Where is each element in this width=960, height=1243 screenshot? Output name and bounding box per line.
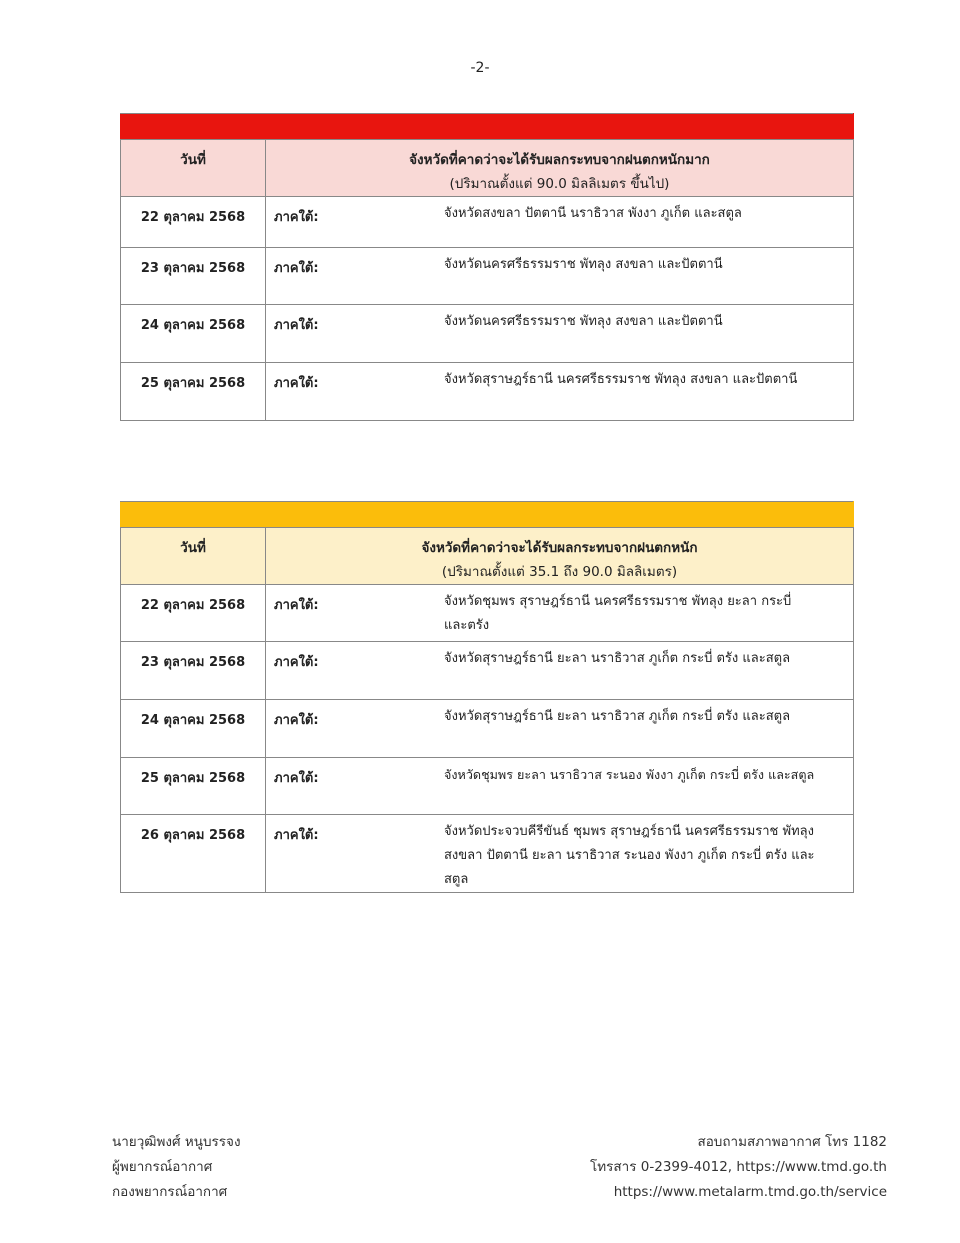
row-body [266, 248, 854, 305]
row-provinces: จังหวัดสงขลา ปัตตานี นราธิวาส พังงา ภูเก็ต และสตูล [444, 206, 742, 221]
row-provinces: จังหวัดสุราษฎร์ธานี ยะลา นราธิวาส ภูเก็ต กระบี่ ตรัง และสตูล [444, 709, 791, 724]
row-date: 22 ตุลาคม 2568 [121, 197, 266, 248]
contact-phone: สอบถามสภาพอากาศ โทร 1182 [697, 1134, 887, 1150]
province-column-header [266, 528, 854, 585]
row-body [266, 815, 854, 893]
table-row [121, 758, 854, 815]
row-provinces: จังหวัดสุราษฎร์ธานี ยะลา นราธิวาส ภูเก็ต กระบี่ ตรัง และสตูล [444, 651, 791, 666]
forecaster-name: นายวุฒิพงศ์ หนูบรรจง [112, 1134, 241, 1150]
header-title: จังหวัดที่คาดว่าจะได้รับผลกระทบจากฝนตกหนักมาก [409, 152, 710, 168]
date-column-header: วันที่ [121, 140, 266, 197]
row-body [266, 642, 854, 700]
table-header [121, 140, 854, 197]
row-region: ภาคใต้: [274, 318, 319, 333]
row-date: 23 ตุลาคม 2568 [121, 248, 266, 305]
row-date: 24 ตุลาคม 2568 [121, 305, 266, 363]
table-row [121, 305, 854, 363]
table-row [121, 248, 854, 305]
row-region: ภาคใต้: [274, 771, 319, 786]
header-subtitle: (ปริมาณตั้งแต่ 90.0 มิลลิเมตร ขึ้นไป) [449, 176, 670, 192]
row-body [266, 758, 854, 815]
row-body [266, 197, 854, 248]
row-provinces: จังหวัดชุมพร ยะลา นราธิวาส ระนอง พังงา ภูเก็ต กระบี่ ตรัง และสตูล [444, 767, 815, 782]
table-color-band [121, 114, 854, 140]
row-body [266, 363, 854, 421]
table-row [121, 815, 854, 893]
row-provinces: จังหวัดสุราษฎร์ธานี นครศรีธรรมราช พัทลุง สงขลา และปัตตานี [444, 372, 798, 387]
table-row [121, 197, 854, 248]
row-region: ภาคใต้: [274, 598, 319, 613]
header-subtitle: (ปริมาณตั้งแต่ 35.1 ถึง 90.0 มิลลิเมตร) [441, 564, 678, 580]
row-provinces: จังหวัดชุมพร สุราษฎร์ธานี นครศรีธรรมราช พัทลุง ยะลา กระบี่ และตรัง [444, 594, 792, 633]
date-column-header: วันที่ [121, 528, 266, 585]
page-number: -2- [470, 60, 490, 76]
row-body [266, 585, 854, 642]
row-region: ภาคใต้: [274, 828, 319, 843]
row-region: ภาคใต้: [274, 376, 319, 391]
row-date: 24 ตุลาคม 2568 [121, 700, 266, 758]
row-date: 26 ตุลาคม 2568 [121, 815, 266, 893]
forecaster-division: กองพยากรณ์อากาศ [112, 1184, 228, 1200]
row-date: 23 ตุลาคม 2568 [121, 642, 266, 700]
very-heavy-rain-table [120, 113, 854, 421]
table-color-band [121, 502, 854, 528]
table-row [121, 585, 854, 642]
row-region: ภาคใต้: [274, 655, 319, 670]
row-body [266, 305, 854, 363]
contact-fax-website: โทรสาร 0-2399-4012, https://www.tmd.go.th [590, 1159, 887, 1175]
forecaster-title: ผู้พยากรณ์อากาศ [112, 1159, 213, 1175]
table-row [121, 363, 854, 421]
row-provinces: จังหวัดนครศรีธรรมราช พัทลุง สงขลา และปัตตานี [444, 314, 723, 329]
row-body [266, 700, 854, 758]
row-date: 22 ตุลาคม 2568 [121, 585, 266, 642]
table-row [121, 700, 854, 758]
row-date: 25 ตุลาคม 2568 [121, 363, 266, 421]
province-column-header [266, 140, 854, 197]
heavy-rain-table [120, 501, 854, 893]
row-provinces: จังหวัดนครศรีธรรมราช พัทลุง สงขลา และปัตตานี [444, 257, 723, 272]
row-date: 25 ตุลาคม 2568 [121, 758, 266, 815]
row-region: ภาคใต้: [274, 261, 319, 276]
row-provinces: จังหวัดประจวบคีรีขันธ์ ชุมพร สุราษฎร์ธานี นครศรีธรรมราช พัทลุง สงขลา ปัตตานี ยะลา นราธิวาส ระนอง พังงา ภูเก็ต กระบี่ ตรัง และสตูล [444, 824, 815, 887]
table-header [121, 528, 854, 585]
row-region: ภาคใต้: [274, 713, 319, 728]
row-region: ภาคใต้: [274, 210, 319, 225]
forecaster-signature [112, 1130, 241, 1205]
table-row [121, 642, 854, 700]
contact-service-link[interactable]: https://www.metalarm.tmd.go.th/service [613, 1184, 887, 1200]
contact-info [590, 1130, 887, 1205]
header-title: จังหวัดที่คาดว่าจะได้รับผลกระทบจากฝนตกหนัก [421, 540, 698, 556]
